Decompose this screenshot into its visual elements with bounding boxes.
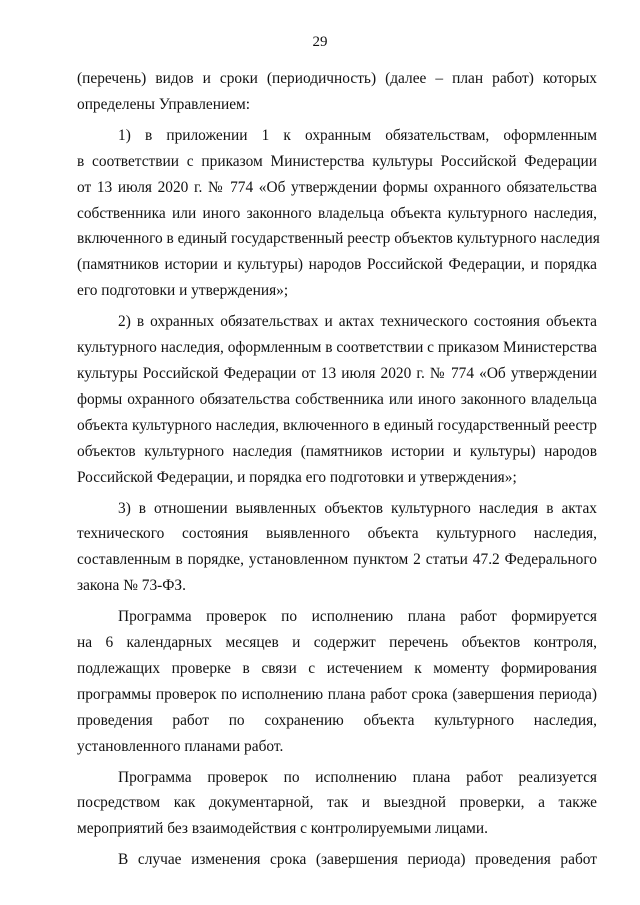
text-line: формы охранного обязательства собственника или иного законного владельца xyxy=(77,390,597,408)
text-line: подлежащих проверке в связи с истечением к моменту формирования xyxy=(77,659,597,677)
text-line: установленного планами работ. xyxy=(77,737,284,755)
paragraph-continuation xyxy=(77,66,597,118)
text-line: Российской Федерации, и порядка его подготовки и утверждения»; xyxy=(77,468,517,486)
document-body xyxy=(77,66,600,873)
text-line: составленным в порядке, установленном пунктом 2 статьи 47.2 Федерального xyxy=(77,551,597,569)
text-line: 1) в приложении 1 к охранным обязательствам, оформленным xyxy=(118,126,597,144)
text-line: включенного в единый государственный реестр объектов культурного наследия xyxy=(77,230,600,248)
page-number: 29 xyxy=(312,34,328,50)
text-line: закона № 73-ФЗ. xyxy=(77,577,186,595)
text-line: культурного наследия, оформленным в соответствии с приказом Министерства xyxy=(77,339,597,357)
paragraph-item-2 xyxy=(77,309,597,490)
text-line: культуры Российской Федерации от 13 июля 2020 г. № 774 «Об утверждении xyxy=(77,364,597,382)
paragraph-item-3 xyxy=(77,496,597,600)
text-line: (перечень) видов и сроки (периодичность) (далее – план работ) которых xyxy=(77,70,597,87)
paragraph-program-implementation xyxy=(77,765,597,843)
text-line: 2) в охранных обязательствах и актах технического состояния объекта xyxy=(118,313,597,331)
text-line: (памятников истории и культуры) народов Российской Федерации, и порядка xyxy=(77,256,597,274)
paragraph-program-formation xyxy=(77,604,597,759)
text-line: Программа проверок по исполнению плана работ формируется xyxy=(118,608,597,626)
text-line: мероприятий без взаимодействия с контролируемыми лицами. xyxy=(77,820,488,838)
text-line: объектов культурного наследия (памятников истории и культуры) народов xyxy=(77,442,597,460)
text-line: посредством как документарной, так и выездной проверки, а также xyxy=(77,794,597,812)
text-line: его подготовки и утверждения»; xyxy=(77,282,289,300)
text-line: В случае изменения срока (завершения периода) проведения работ xyxy=(118,851,597,869)
text-line: собственника или иного законного владельца объекта культурного наследия, xyxy=(77,204,597,222)
text-line: технического состояния выявленного объекта культурного наследия, xyxy=(77,525,597,543)
text-line: объекта культурного наследия, включенного в единый государственный реестр xyxy=(77,416,597,434)
paragraph-deadline-change xyxy=(77,847,597,873)
text-line: в соответствии с приказом Министерства культуры Российской Федерации xyxy=(77,152,597,170)
text-line: программы проверок по исполнению плана работ срока (завершения периода) xyxy=(77,685,597,703)
paragraph-item-1 xyxy=(77,123,600,304)
text-line: проведения работ по сохранению объекта культурного наследия, xyxy=(77,711,597,729)
text-line: 3) в отношении выявленных объектов культурного наследия в актах xyxy=(118,499,597,517)
text-line: на 6 календарных месяцев и содержит перечень объектов контроля, xyxy=(77,634,597,652)
text-line: от 13 июля 2020 г. № 774 «Об утверждении формы охранного обязательства xyxy=(77,178,597,196)
text-line: определены Управлением: xyxy=(77,95,251,113)
text-line: Программа проверок по исполнению плана работ реализуется xyxy=(118,768,597,786)
